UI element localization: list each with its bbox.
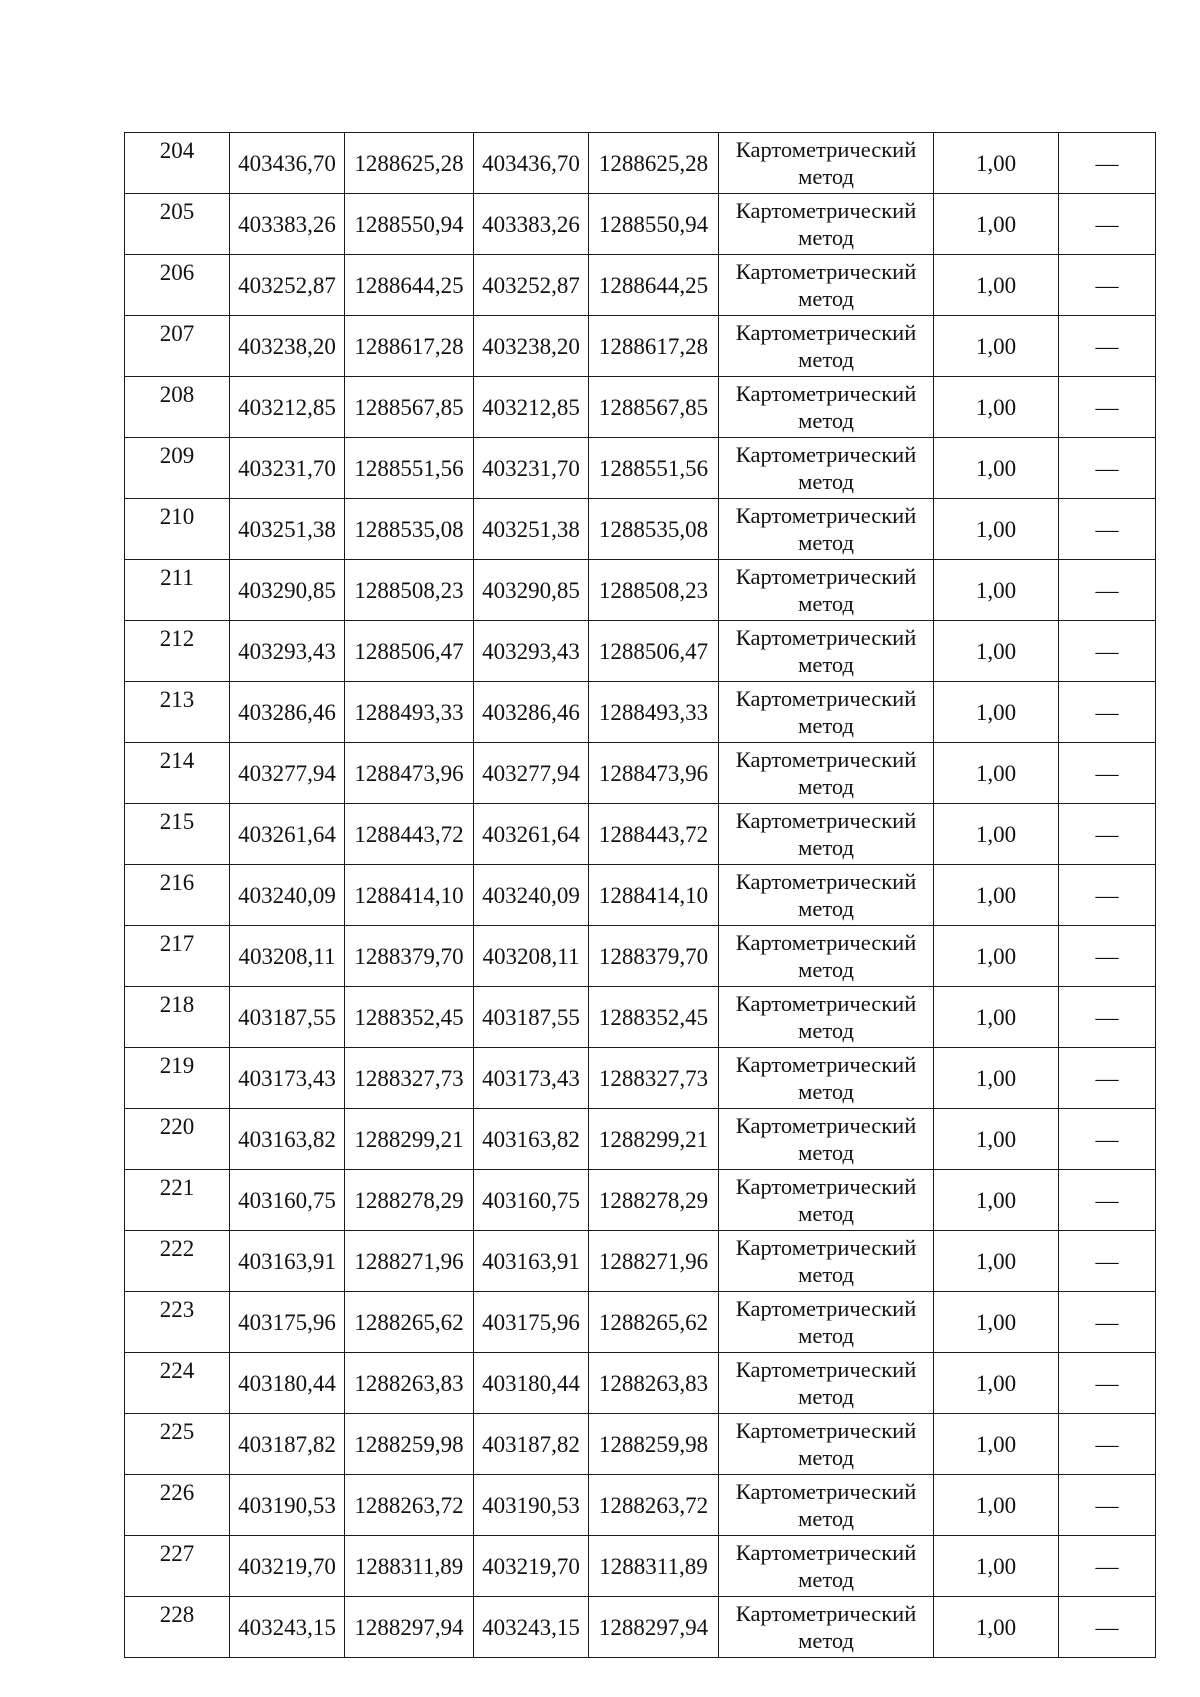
y-refined-cell: 1288278,29 xyxy=(589,1170,719,1231)
table-body xyxy=(125,133,1156,1658)
method-line-2: метод xyxy=(798,1201,854,1226)
method-cell xyxy=(719,133,934,194)
method-line-2: метод xyxy=(798,408,854,433)
y-refined-cell: 1288550,94 xyxy=(589,194,719,255)
method-line-1: Картометрический xyxy=(735,381,917,406)
y-existing-cell: 1288443,72 xyxy=(345,804,474,865)
x-refined-cell: 403261,64 xyxy=(474,804,589,865)
note-dash-cell: — xyxy=(1059,133,1156,194)
note-dash-cell: — xyxy=(1059,1048,1156,1109)
method-cell xyxy=(719,926,934,987)
method-cell xyxy=(719,1109,934,1170)
y-refined-cell: 1288414,10 xyxy=(589,865,719,926)
y-existing-cell: 1288265,62 xyxy=(345,1292,474,1353)
point-number-cell: 208 xyxy=(125,377,230,438)
y-refined-cell: 1288551,56 xyxy=(589,438,719,499)
x-refined-cell: 403240,09 xyxy=(474,865,589,926)
method-line-1: Картометрический xyxy=(735,1418,917,1443)
y-existing-cell: 1288299,21 xyxy=(345,1109,474,1170)
accuracy-cell: 1,00 xyxy=(934,1597,1059,1658)
accuracy-cell: 1,00 xyxy=(934,865,1059,926)
y-existing-cell: 1288473,96 xyxy=(345,743,474,804)
table-row xyxy=(125,1109,1156,1170)
x-refined-cell: 403175,96 xyxy=(474,1292,589,1353)
y-existing-cell: 1288297,94 xyxy=(345,1597,474,1658)
note-dash-cell: — xyxy=(1059,1109,1156,1170)
method-cell xyxy=(719,865,934,926)
x-refined-cell: 403286,46 xyxy=(474,682,589,743)
x-existing-cell: 403243,15 xyxy=(230,1597,345,1658)
y-refined-cell: 1288297,94 xyxy=(589,1597,719,1658)
method-line-2: метод xyxy=(798,652,854,677)
note-dash-cell: — xyxy=(1059,682,1156,743)
method-line-1: Картометрический xyxy=(735,259,917,284)
x-refined-cell: 403160,75 xyxy=(474,1170,589,1231)
method-cell xyxy=(719,1292,934,1353)
method-line-1: Картометрический xyxy=(735,808,917,833)
method-line-1: Картометрический xyxy=(735,137,917,162)
note-dash-cell: — xyxy=(1059,1475,1156,1536)
x-refined-cell: 403163,82 xyxy=(474,1109,589,1170)
accuracy-cell: 1,00 xyxy=(934,133,1059,194)
accuracy-cell: 1,00 xyxy=(934,804,1059,865)
point-number-cell: 204 xyxy=(125,133,230,194)
x-refined-cell: 403219,70 xyxy=(474,1536,589,1597)
method-line-1: Картометрический xyxy=(735,1479,917,1504)
y-existing-cell: 1288311,89 xyxy=(345,1536,474,1597)
y-refined-cell: 1288327,73 xyxy=(589,1048,719,1109)
note-dash-cell: — xyxy=(1059,987,1156,1048)
method-cell xyxy=(719,1475,934,1536)
accuracy-cell: 1,00 xyxy=(934,1109,1059,1170)
x-existing-cell: 403240,09 xyxy=(230,865,345,926)
accuracy-cell: 1,00 xyxy=(934,926,1059,987)
table-row xyxy=(125,316,1156,377)
point-number-cell: 225 xyxy=(125,1414,230,1475)
table-row xyxy=(125,682,1156,743)
point-number-cell: 207 xyxy=(125,316,230,377)
x-existing-cell: 403187,82 xyxy=(230,1414,345,1475)
accuracy-cell: 1,00 xyxy=(934,621,1059,682)
method-line-2: метод xyxy=(798,774,854,799)
note-dash-cell: — xyxy=(1059,865,1156,926)
note-dash-cell: — xyxy=(1059,621,1156,682)
method-line-1: Картометрический xyxy=(735,1235,917,1260)
method-line-1: Картометрический xyxy=(735,747,917,772)
x-existing-cell: 403436,70 xyxy=(230,133,345,194)
method-cell xyxy=(719,1536,934,1597)
method-line-2: метод xyxy=(798,1506,854,1531)
method-line-1: Картометрический xyxy=(735,686,917,711)
accuracy-cell: 1,00 xyxy=(934,1170,1059,1231)
method-cell xyxy=(719,1353,934,1414)
y-existing-cell: 1288551,56 xyxy=(345,438,474,499)
method-line-1: Картометрический xyxy=(735,1174,917,1199)
y-existing-cell: 1288567,85 xyxy=(345,377,474,438)
method-cell xyxy=(719,682,934,743)
point-number-cell: 216 xyxy=(125,865,230,926)
method-line-1: Картометрический xyxy=(735,1113,917,1138)
x-refined-cell: 403290,85 xyxy=(474,560,589,621)
y-existing-cell: 1288508,23 xyxy=(345,560,474,621)
method-cell xyxy=(719,987,934,1048)
table-row xyxy=(125,926,1156,987)
method-line-1: Картометрический xyxy=(735,1052,917,1077)
y-refined-cell: 1288535,08 xyxy=(589,499,719,560)
x-existing-cell: 403187,55 xyxy=(230,987,345,1048)
y-refined-cell: 1288299,21 xyxy=(589,1109,719,1170)
method-line-1: Картометрический xyxy=(735,442,917,467)
method-cell xyxy=(719,1414,934,1475)
method-line-1: Картометрический xyxy=(735,503,917,528)
point-number-cell: 215 xyxy=(125,804,230,865)
y-refined-cell: 1288271,96 xyxy=(589,1231,719,1292)
note-dash-cell: — xyxy=(1059,804,1156,865)
x-refined-cell: 403383,26 xyxy=(474,194,589,255)
y-refined-cell: 1288493,33 xyxy=(589,682,719,743)
method-line-1: Картометрический xyxy=(735,625,917,650)
x-existing-cell: 403219,70 xyxy=(230,1536,345,1597)
x-refined-cell: 403251,38 xyxy=(474,499,589,560)
y-existing-cell: 1288617,28 xyxy=(345,316,474,377)
method-line-2: метод xyxy=(798,1018,854,1043)
y-existing-cell: 1288263,83 xyxy=(345,1353,474,1414)
point-number-cell: 224 xyxy=(125,1353,230,1414)
point-number-cell: 213 xyxy=(125,682,230,743)
x-existing-cell: 403238,20 xyxy=(230,316,345,377)
point-number-cell: 221 xyxy=(125,1170,230,1231)
note-dash-cell: — xyxy=(1059,1231,1156,1292)
method-line-2: метод xyxy=(798,713,854,738)
point-number-cell: 211 xyxy=(125,560,230,621)
y-existing-cell: 1288271,96 xyxy=(345,1231,474,1292)
table-row xyxy=(125,255,1156,316)
y-existing-cell: 1288644,25 xyxy=(345,255,474,316)
accuracy-cell: 1,00 xyxy=(934,1536,1059,1597)
y-refined-cell: 1288506,47 xyxy=(589,621,719,682)
table-row xyxy=(125,560,1156,621)
x-existing-cell: 403163,82 xyxy=(230,1109,345,1170)
method-line-2: метод xyxy=(798,286,854,311)
table-row xyxy=(125,743,1156,804)
note-dash-cell: — xyxy=(1059,743,1156,804)
note-dash-cell: — xyxy=(1059,1414,1156,1475)
table-row xyxy=(125,1597,1156,1658)
method-line-2: метод xyxy=(798,1262,854,1287)
x-existing-cell: 403208,11 xyxy=(230,926,345,987)
x-refined-cell: 403190,53 xyxy=(474,1475,589,1536)
y-refined-cell: 1288508,23 xyxy=(589,560,719,621)
x-existing-cell: 403277,94 xyxy=(230,743,345,804)
table-row xyxy=(125,194,1156,255)
y-refined-cell: 1288443,72 xyxy=(589,804,719,865)
y-existing-cell: 1288493,33 xyxy=(345,682,474,743)
accuracy-cell: 1,00 xyxy=(934,316,1059,377)
point-number-cell: 214 xyxy=(125,743,230,804)
method-line-2: метод xyxy=(798,347,854,372)
table-row xyxy=(125,1048,1156,1109)
method-line-2: метод xyxy=(798,1140,854,1165)
table-row xyxy=(125,1292,1156,1353)
table-row xyxy=(125,1536,1156,1597)
x-refined-cell: 403252,87 xyxy=(474,255,589,316)
x-refined-cell: 403238,20 xyxy=(474,316,589,377)
point-number-cell: 210 xyxy=(125,499,230,560)
method-line-2: метод xyxy=(798,1567,854,1592)
method-line-2: метод xyxy=(798,164,854,189)
point-number-cell: 227 xyxy=(125,1536,230,1597)
x-refined-cell: 403231,70 xyxy=(474,438,589,499)
method-line-1: Картометрический xyxy=(735,991,917,1016)
y-refined-cell: 1288263,72 xyxy=(589,1475,719,1536)
method-line-1: Картометрический xyxy=(735,320,917,345)
y-refined-cell: 1288379,70 xyxy=(589,926,719,987)
accuracy-cell: 1,00 xyxy=(934,1231,1059,1292)
y-refined-cell: 1288473,96 xyxy=(589,743,719,804)
method-line-1: Картометрический xyxy=(735,1540,917,1565)
point-number-cell: 206 xyxy=(125,255,230,316)
method-cell xyxy=(719,560,934,621)
x-refined-cell: 403180,44 xyxy=(474,1353,589,1414)
y-existing-cell: 1288278,29 xyxy=(345,1170,474,1231)
table-row xyxy=(125,804,1156,865)
method-cell xyxy=(719,1170,934,1231)
point-number-cell: 205 xyxy=(125,194,230,255)
method-cell xyxy=(719,804,934,865)
y-refined-cell: 1288567,85 xyxy=(589,377,719,438)
method-cell xyxy=(719,255,934,316)
note-dash-cell: — xyxy=(1059,1292,1156,1353)
accuracy-cell: 1,00 xyxy=(934,682,1059,743)
note-dash-cell: — xyxy=(1059,1536,1156,1597)
method-line-1: Картометрический xyxy=(735,1601,917,1626)
x-refined-cell: 403173,43 xyxy=(474,1048,589,1109)
y-refined-cell: 1288352,45 xyxy=(589,987,719,1048)
y-existing-cell: 1288535,08 xyxy=(345,499,474,560)
accuracy-cell: 1,00 xyxy=(934,1475,1059,1536)
accuracy-cell: 1,00 xyxy=(934,1048,1059,1109)
point-number-cell: 223 xyxy=(125,1292,230,1353)
accuracy-cell: 1,00 xyxy=(934,1353,1059,1414)
x-refined-cell: 403163,91 xyxy=(474,1231,589,1292)
x-refined-cell: 403187,82 xyxy=(474,1414,589,1475)
x-existing-cell: 403160,75 xyxy=(230,1170,345,1231)
point-number-cell: 217 xyxy=(125,926,230,987)
method-cell xyxy=(719,1231,934,1292)
note-dash-cell: — xyxy=(1059,377,1156,438)
method-cell xyxy=(719,438,934,499)
note-dash-cell: — xyxy=(1059,499,1156,560)
note-dash-cell: — xyxy=(1059,194,1156,255)
y-existing-cell: 1288263,72 xyxy=(345,1475,474,1536)
y-existing-cell: 1288550,94 xyxy=(345,194,474,255)
y-refined-cell: 1288259,98 xyxy=(589,1414,719,1475)
y-refined-cell: 1288311,89 xyxy=(589,1536,719,1597)
method-cell xyxy=(719,194,934,255)
table-row xyxy=(125,1170,1156,1231)
y-existing-cell: 1288506,47 xyxy=(345,621,474,682)
table-row xyxy=(125,377,1156,438)
method-line-2: метод xyxy=(798,1079,854,1104)
x-refined-cell: 403293,43 xyxy=(474,621,589,682)
table-row xyxy=(125,499,1156,560)
method-line-2: метод xyxy=(798,1384,854,1409)
table-row xyxy=(125,1475,1156,1536)
method-line-1: Картометрический xyxy=(735,869,917,894)
x-existing-cell: 403293,43 xyxy=(230,621,345,682)
method-cell xyxy=(719,1048,934,1109)
y-existing-cell: 1288379,70 xyxy=(345,926,474,987)
x-existing-cell: 403175,96 xyxy=(230,1292,345,1353)
method-cell xyxy=(719,316,934,377)
x-existing-cell: 403231,70 xyxy=(230,438,345,499)
table-row xyxy=(125,1414,1156,1475)
point-number-cell: 226 xyxy=(125,1475,230,1536)
method-cell xyxy=(719,621,934,682)
method-line-2: метод xyxy=(798,1445,854,1470)
x-existing-cell: 403286,46 xyxy=(230,682,345,743)
method-line-2: метод xyxy=(798,896,854,921)
y-existing-cell: 1288414,10 xyxy=(345,865,474,926)
note-dash-cell: — xyxy=(1059,1170,1156,1231)
point-number-cell: 209 xyxy=(125,438,230,499)
note-dash-cell: — xyxy=(1059,560,1156,621)
x-refined-cell: 403243,15 xyxy=(474,1597,589,1658)
x-refined-cell: 403277,94 xyxy=(474,743,589,804)
method-line-2: метод xyxy=(798,591,854,616)
method-line-2: метод xyxy=(798,530,854,555)
table-row xyxy=(125,133,1156,194)
note-dash-cell: — xyxy=(1059,255,1156,316)
table-row xyxy=(125,987,1156,1048)
note-dash-cell: — xyxy=(1059,1353,1156,1414)
method-line-2: метод xyxy=(798,957,854,982)
method-line-2: метод xyxy=(798,835,854,860)
accuracy-cell: 1,00 xyxy=(934,499,1059,560)
y-existing-cell: 1288352,45 xyxy=(345,987,474,1048)
y-refined-cell: 1288644,25 xyxy=(589,255,719,316)
y-existing-cell: 1288259,98 xyxy=(345,1414,474,1475)
accuracy-cell: 1,00 xyxy=(934,1414,1059,1475)
y-refined-cell: 1288263,83 xyxy=(589,1353,719,1414)
method-line-2: метод xyxy=(798,225,854,250)
x-existing-cell: 403190,53 xyxy=(230,1475,345,1536)
method-line-2: метод xyxy=(798,1323,854,1348)
note-dash-cell: — xyxy=(1059,438,1156,499)
x-refined-cell: 403436,70 xyxy=(474,133,589,194)
table-row xyxy=(125,621,1156,682)
accuracy-cell: 1,00 xyxy=(934,194,1059,255)
y-refined-cell: 1288265,62 xyxy=(589,1292,719,1353)
point-number-cell: 220 xyxy=(125,1109,230,1170)
accuracy-cell: 1,00 xyxy=(934,743,1059,804)
table-row xyxy=(125,1231,1156,1292)
note-dash-cell: — xyxy=(1059,316,1156,377)
method-line-1: Картометрический xyxy=(735,1296,917,1321)
x-refined-cell: 403212,85 xyxy=(474,377,589,438)
method-line-1: Картометрический xyxy=(735,930,917,955)
table-row xyxy=(125,1353,1156,1414)
coordinates-table xyxy=(124,132,1156,1658)
x-existing-cell: 403163,91 xyxy=(230,1231,345,1292)
x-existing-cell: 403290,85 xyxy=(230,560,345,621)
table-row xyxy=(125,865,1156,926)
method-cell xyxy=(719,377,934,438)
method-line-1: Картометрический xyxy=(735,1357,917,1382)
y-refined-cell: 1288617,28 xyxy=(589,316,719,377)
x-existing-cell: 403212,85 xyxy=(230,377,345,438)
point-number-cell: 219 xyxy=(125,1048,230,1109)
note-dash-cell: — xyxy=(1059,1597,1156,1658)
accuracy-cell: 1,00 xyxy=(934,1292,1059,1353)
table-row xyxy=(125,438,1156,499)
method-line-1: Картометрический xyxy=(735,564,917,589)
x-refined-cell: 403187,55 xyxy=(474,987,589,1048)
accuracy-cell: 1,00 xyxy=(934,560,1059,621)
point-number-cell: 218 xyxy=(125,987,230,1048)
method-cell xyxy=(719,499,934,560)
accuracy-cell: 1,00 xyxy=(934,987,1059,1048)
method-cell xyxy=(719,743,934,804)
y-existing-cell: 1288327,73 xyxy=(345,1048,474,1109)
method-cell xyxy=(719,1597,934,1658)
point-number-cell: 228 xyxy=(125,1597,230,1658)
x-existing-cell: 403383,26 xyxy=(230,194,345,255)
accuracy-cell: 1,00 xyxy=(934,377,1059,438)
method-line-2: метод xyxy=(798,469,854,494)
x-existing-cell: 403252,87 xyxy=(230,255,345,316)
accuracy-cell: 1,00 xyxy=(934,255,1059,316)
y-refined-cell: 1288625,28 xyxy=(589,133,719,194)
x-refined-cell: 403208,11 xyxy=(474,926,589,987)
note-dash-cell: — xyxy=(1059,926,1156,987)
point-number-cell: 222 xyxy=(125,1231,230,1292)
method-line-1: Картометрический xyxy=(735,198,917,223)
accuracy-cell: 1,00 xyxy=(934,438,1059,499)
x-existing-cell: 403180,44 xyxy=(230,1353,345,1414)
method-line-2: метод xyxy=(798,1628,854,1653)
x-existing-cell: 403173,43 xyxy=(230,1048,345,1109)
x-existing-cell: 403251,38 xyxy=(230,499,345,560)
y-existing-cell: 1288625,28 xyxy=(345,133,474,194)
x-existing-cell: 403261,64 xyxy=(230,804,345,865)
point-number-cell: 212 xyxy=(125,621,230,682)
